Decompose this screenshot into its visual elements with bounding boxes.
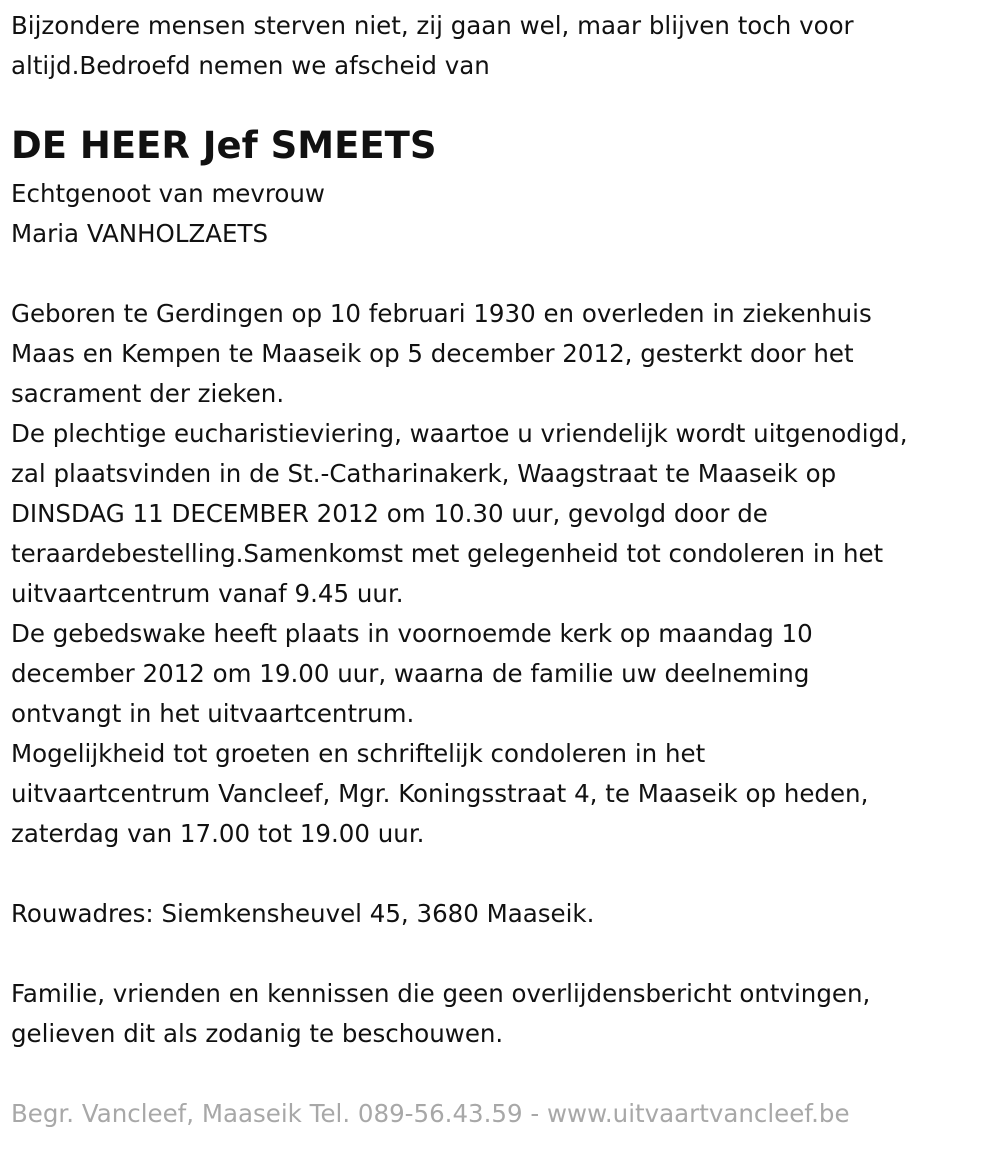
details-line: DINSDAG 11 DECEMBER 2012 om 10.30 uur, gevolgd door de [11, 499, 768, 528]
family-line: Familie, vrienden en kennissen die geen overlijdensbericht ontvingen, [11, 979, 871, 1008]
intro-line: altijd.Bedroefd nemen we afscheid van [11, 51, 490, 80]
details-line: De plechtige eucharistieviering, waartoe u vriendelijk wordt uitgenodigd, [11, 419, 908, 448]
details-line: De gebedswake heeft plaats in voornoemde kerk op maandag 10 [11, 619, 813, 648]
details-paragraph [11, 294, 993, 854]
details-line: uitvaartcentrum Vancleef, Mgr. Koningsstraat 4, te Maaseik op heden, [11, 779, 869, 808]
address-line: Rouwadres: Siemkensheuvel 45, 3680 Maaseik. [11, 899, 595, 928]
mourning-address [11, 894, 993, 934]
intro-paragraph [11, 6, 993, 86]
intro-line: Bijzondere mensen sterven niet, zij gaan wel, maar blijven toch voor [11, 11, 854, 40]
details-line: Geboren te Gerdingen op 10 februari 1930 en overleden in ziekenhuis [11, 299, 872, 328]
spouse-line: Echtgenoot van mevrouw [11, 179, 325, 208]
family-line: gelieven dit als zodanig te beschouwen. [11, 1019, 504, 1048]
details-line: zaterdag van 17.00 tot 19.00 uur. [11, 819, 425, 848]
details-line: Maas en Kempen te Maaseik op 5 december 2012, gesterkt door het [11, 339, 854, 368]
details-line: ontvangt in het uitvaartcentrum. [11, 699, 415, 728]
details-line: sacrament der zieken. [11, 379, 285, 408]
details-line: uitvaartcentrum vanaf 9.45 uur. [11, 579, 404, 608]
details-line: zal plaatsvinden in de St.-Catharinakerk, Waagstraat te Maaseik op [11, 459, 837, 488]
details-line: december 2012 om 19.00 uur, waarna de familie uw deelneming [11, 659, 810, 688]
funeral-home-footer: Begr. Vancleef, Maaseik Tel. 089-56.43.59 - www.uitvaartvancleef.be [11, 1099, 850, 1128]
spouse-paragraph [11, 174, 993, 254]
deceased-name: DE HEER Jef SMEETS [11, 124, 437, 167]
spouse-line: Maria VANHOLZAETS [11, 219, 269, 248]
family-paragraph [11, 974, 993, 1054]
details-line: teraardebestelling.Samenkomst met gelegenheid tot condoleren in het [11, 539, 884, 568]
details-line: Mogelijkheid tot groeten en schriftelijk condoleren in het [11, 739, 706, 768]
